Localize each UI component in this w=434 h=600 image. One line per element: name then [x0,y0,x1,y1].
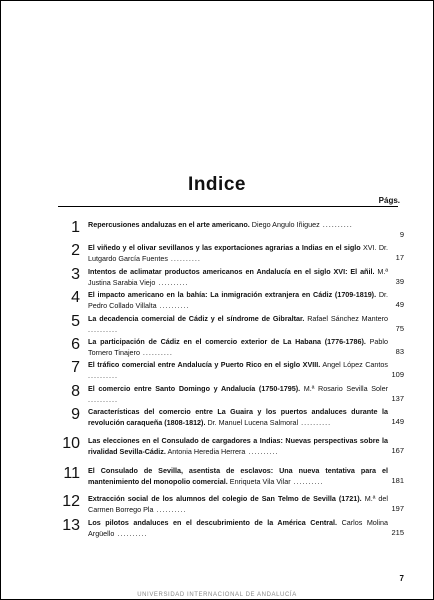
watermark-text: UNIVERSIDAD INTERNACIONAL DE ANDALUCÍA [137,592,297,598]
toc-entry-author: Pablo Tornero Tinajero [88,337,389,357]
toc-entry-author: Dr. Pedro Collado Villalta [88,290,388,310]
toc-entry-page: 215 [391,528,404,537]
toc-entry-number: 5 [71,313,80,330]
toc-entry-number: 6 [71,336,80,353]
toc-entry-text [88,436,388,457]
toc-entry-title: Características del comercio entre La Guaira y los puertos andaluces durante la revolución caraqueña (1808-1812). [88,407,388,427]
leader-dots: .......... [139,347,173,357]
toc-entry-author: Dr. Manuel Lucena Salmoral [207,417,299,427]
toc-entry-text [88,360,388,381]
toc-entry-number: 8 [71,383,80,400]
toc-entry-page: 17 [395,253,404,262]
toc-entry-author: M.ª del Carmen Borrego Pla [88,494,388,514]
toc-entry-author: XVI. Dr. Lutgardo García Fuentes [88,243,388,263]
toc-entry-title: El tráfico comercial entre Andalucía y Puerto Rico en el siglo XVIII. [88,360,321,369]
leader-dots: .......... [153,504,187,514]
toc-entry-number: 10 [62,435,80,452]
toc-entry-author: Carlos Molina Argüello [88,518,388,538]
toc-entry-text [88,518,388,539]
header-rule [58,206,398,207]
toc-entry-number: 4 [71,289,80,306]
toc-entry-number: 1 [71,219,80,236]
toc-entry-text [88,466,388,487]
toc-entry-title: Extracción social de los alumnos del colegio de San Telmo de Sevilla (1721). [88,494,362,503]
toc-entry-page: 9 [399,230,404,239]
leader-dots: .......... [290,476,324,486]
toc-entry-author: Antonia Heredia Herrera [167,446,246,456]
pages-column-label: Págs. [378,196,400,205]
toc-entry-page: 149 [391,417,404,426]
toc-entry-title: Las elecciones en el Consulado de cargadores a Indias: Nuevas perspectivas sobre la rivalidad Sevilla-Cádiz. [88,436,388,456]
toc-entry-author: Diego Angulo Iñiguez [251,220,320,229]
toc-entry-page: 109 [391,370,404,379]
toc-entry-text [88,290,388,311]
leader-dots: .......... [319,220,353,229]
toc-entry-title: El impacto americano en la bahía: La inmigración extranjera en Cádiz (1709-1819). [88,290,377,299]
leader-dots: .......... [167,253,201,263]
toc-entry-title: La participación de Cádiz en el comercio exterior de La Habana (1776-1786). [88,337,366,346]
toc-entry-page: 137 [391,394,404,403]
toc-entry-title: La decadencia comercial de Cádiz y el síndrome de Gibraltar. [88,314,305,323]
toc-entry-number: 12 [62,493,80,510]
toc-entry-number: 9 [71,406,80,423]
toc-entry-number: 11 [63,465,80,482]
leader-dots: .......... [114,528,148,538]
footer-page-number: 7 [399,574,404,583]
toc-entry-title: El Consulado de Sevilla, asentista de esclavos: Una nueva tentativa para el mantenimiento del monopolio comercial. [88,466,388,486]
toc-entry-page: 181 [391,476,404,485]
toc-entry-author: Enriqueta Vila Vilar [229,476,291,486]
toc-entry-number: 7 [71,359,80,376]
toc-entry-page: 167 [391,446,404,455]
toc-entry-title: Intentos de aclimatar productos americanos en Andalucía en el siglo XVI: El añil. [88,267,375,276]
toc-entry-number: 2 [71,242,80,259]
toc-entry-text [88,494,388,515]
toc-entry-text [88,407,388,428]
leader-dots: .......... [155,277,189,287]
leader-dots: .......... [88,324,118,334]
toc-entry-title: Repercusiones andaluzas en el arte americano. [88,220,250,229]
leader-dots: .......... [156,300,190,310]
page-title: Indice [188,174,246,195]
toc-entry-page: 39 [395,277,404,286]
leader-dots: .......... [88,394,118,404]
toc-entry-number: 13 [62,517,80,534]
toc-entry-page: 83 [395,347,404,356]
toc-entry-title: Los pilotos andaluces en el descubrimiento de la América Central. [88,518,338,527]
toc-entry-author: Angel López Cantos [322,360,388,369]
toc-entry-number: 3 [71,266,80,283]
leader-dots: .......... [88,370,118,380]
leader-dots: .......... [298,417,332,427]
toc-entry-text [88,384,388,405]
toc-entry-text [88,314,388,335]
toc-entry-title: El comercio entre Santo Domingo y Andalucía (1750-1795). [88,384,301,393]
toc-entry-page: 75 [395,324,404,333]
toc-entry-text [88,243,388,264]
toc-entry-author: M.ª Justina Sarabia Viejo [88,267,388,287]
toc-entry-title: El viñedo y el olivar sevillanos y las exportaciones agrarias a Indias en el siglo [88,243,361,252]
toc-entry-page: 49 [395,300,404,309]
toc-entry-text [88,267,388,288]
toc-entry-author: M.ª Rosario Sevilla Soler [303,384,388,393]
toc-entry-author: Rafael Sánchez Mantero [307,314,389,323]
toc-entry-text [88,337,388,358]
toc-entry-page: 197 [391,504,404,513]
leader-dots: .......... [245,446,279,456]
toc-entry-text [88,220,388,231]
